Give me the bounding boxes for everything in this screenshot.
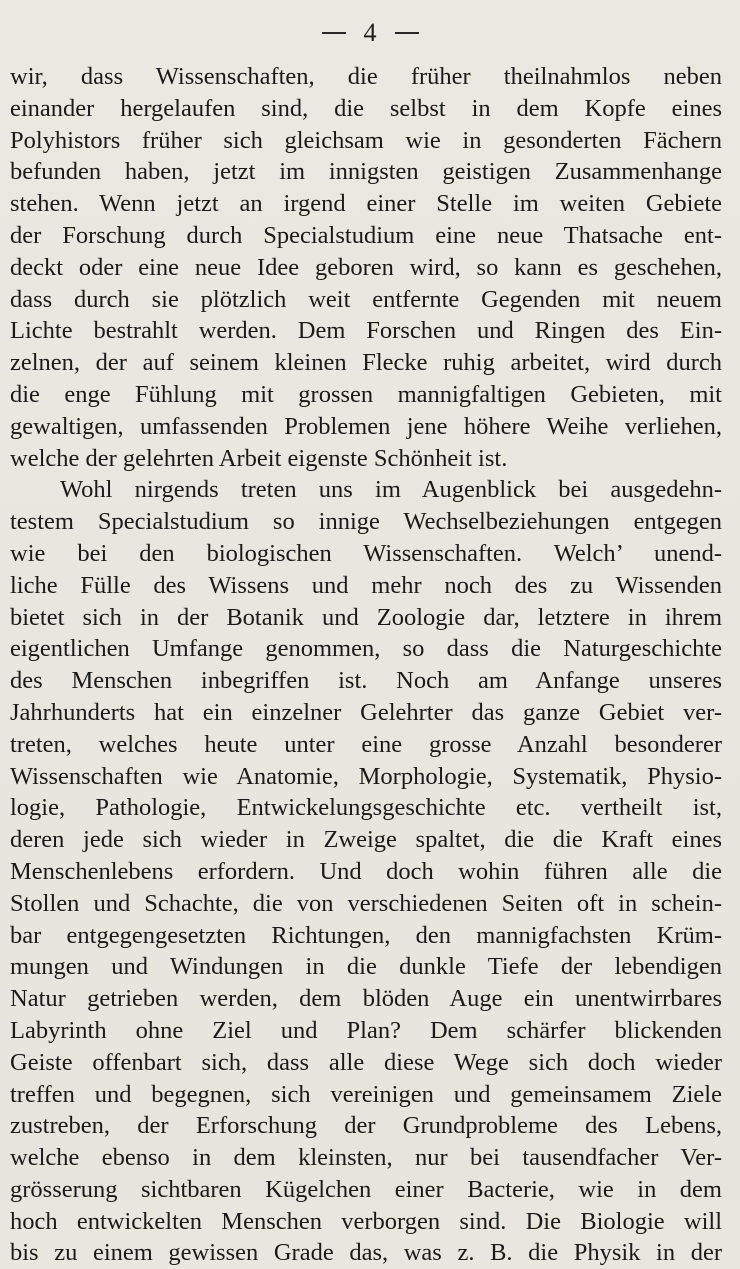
text-line: befunden haben, jetzt im innigsten geistigen Zusammenhange xyxy=(10,158,722,186)
text-line: testem Specialstudium so innige Wechselbeziehungen entgegen xyxy=(10,508,722,536)
text-line: stehen. Wenn jetzt an irgend einer Stelle im weiten Gebiete xyxy=(10,190,722,218)
text-line: mungen und Windungen in die dunkle Tiefe der lebendigen xyxy=(10,953,722,981)
text-line: zustreben, der Erforschung der Grundprobleme des Lebens, xyxy=(10,1112,722,1140)
left-dash-ornament xyxy=(322,32,346,34)
text-line: wie bei den biologischen Wissenschaften. Welch’ unend- xyxy=(10,539,722,567)
text-line: dass durch sie plötzlich weit entfernte Gegenden mit neuem xyxy=(10,285,722,313)
text-line: zelnen, der auf seinem kleinen Flecke ruhig arbeitet, wird durch xyxy=(10,349,722,377)
text-line: wir, dass Wissenschaften, die früher theilnahmlos neben xyxy=(10,63,722,90)
text-line: der Forschung durch Specialstudium eine neue Thatsache ent- xyxy=(10,221,722,249)
paragraph-end-line: welche der gelehrten Arbeit eigenste Schönheit ist. xyxy=(10,444,508,472)
text-line: Natur getrieben werden, dem blöden Auge ein unentwirrbares xyxy=(10,985,722,1013)
text-line: Jahrhunderts hat ein einzelner Gelehrter das ganze Gebiet ver- xyxy=(10,698,722,726)
text-line: Labyrinth ohne Ziel und Plan? Dem schärfer blickenden xyxy=(10,1016,722,1044)
text-line: welche ebenso in dem kleinsten, nur bei tausendfacher Ver- xyxy=(10,1144,722,1172)
text-line: treffen und begegnen, sich vereinigen und gemeinsamem Ziele xyxy=(10,1080,722,1108)
text-line: Wissenschaften wie Anatomie, Morphologie, Systematik, Physio- xyxy=(10,762,722,790)
text-line: des Menschen inbegriffen ist. Noch am Anfange unseres xyxy=(10,667,722,695)
body-text xyxy=(10,61,722,1269)
text-line: deckt oder eine neue Idee geboren wird, so kann es geschehen, xyxy=(10,253,722,281)
text-line: bis zu einem gewissen Grade das, was z. B. die Physik in der xyxy=(10,1239,722,1267)
text-line: deren jede sich wieder in Zweige spaltet, die die Kraft eines xyxy=(10,826,722,854)
right-dash-ornament xyxy=(395,32,419,34)
text-line: hoch entwickelten Menschen verborgen sind. Die Biologie will xyxy=(10,1207,722,1235)
page-number: 4 xyxy=(363,18,377,47)
text-line: die enge Fühlung mit grossen mannigfaltigen Gebieten, mit xyxy=(10,380,722,408)
paragraph-start-line: Wohl nirgends treten uns im Augenblick bei ausgedehn- xyxy=(60,476,722,504)
text-line: logie, Pathologie, Entwickelungsgeschichte etc. vertheilt ist, xyxy=(10,794,722,822)
text-line: gewaltigen, umfassenden Problemen jene höhere Weihe verliehen, xyxy=(10,412,722,440)
text-line: grösserung sichtbaren Kügelchen einer Bacterie, wie in dem xyxy=(10,1175,722,1203)
page-number-header xyxy=(0,14,740,52)
text-line: einander hergelaufen sind, die selbst in dem Kopfe eines xyxy=(10,94,722,122)
text-line: Geiste offenbart sich, dass alle diese Wege sich doch wieder xyxy=(10,1048,722,1076)
text-line: treten, welches heute unter eine grosse Anzahl besonderer xyxy=(10,730,722,758)
text-line: Stollen und Schachte, die von verschiedenen Seiten oft in schein- xyxy=(10,889,722,917)
text-line: bar entgegengesetzten Richtungen, den mannigfachsten Krüm- xyxy=(10,921,722,949)
text-line: Menschenlebens erfordern. Und doch wohin führen alle die xyxy=(10,857,722,885)
text-line: eigentlichen Umfange genommen, so dass die Naturgeschichte xyxy=(10,635,722,663)
text-line: bietet sich in der Botanik und Zoologie dar, letztere in ihrem xyxy=(10,603,722,631)
text-line: Polyhistors früher sich gleichsam wie in gesonderten Fächern xyxy=(10,126,722,154)
text-line: liche Fülle des Wissens und mehr noch des zu Wissenden xyxy=(10,571,722,599)
text-line: Lichte bestrahlt werden. Dem Forschen und Ringen des Ein- xyxy=(10,317,722,345)
